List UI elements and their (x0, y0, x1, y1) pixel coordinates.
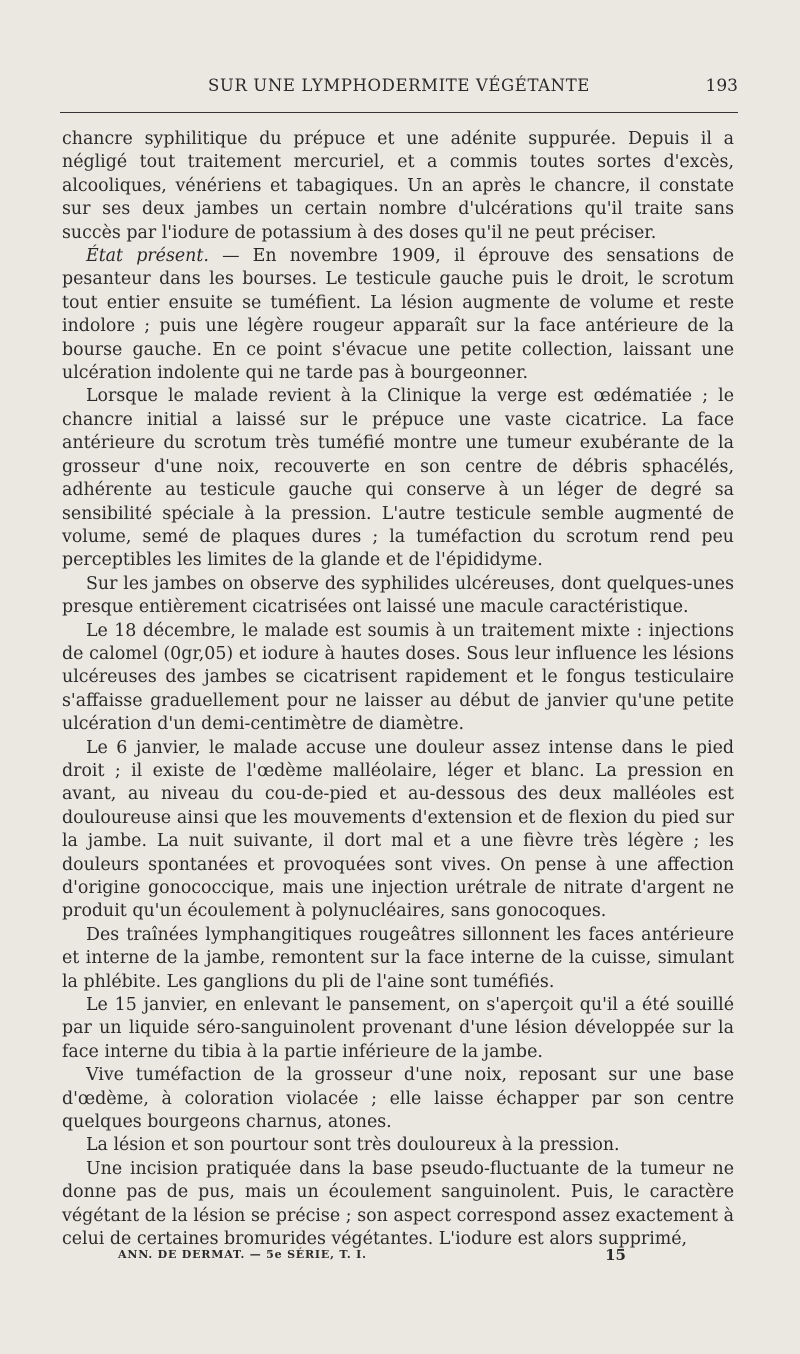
page-number: 193 (705, 76, 738, 96)
paragraph-text: Le 15 janvier, en enlevant le pansement, on s'aperçoit qu'il a été souillé par un liquide séro-sanguinolent provenant d'une lésion développée sur la face interne du tibia à la partie inférieure de la jambe. (62, 995, 734, 1062)
page-footer (118, 1246, 626, 1268)
paragraph (62, 1134, 734, 1157)
paragraph-text: Une incision pratiquée dans la base pseudo-fluctuante de la tumeur ne donne pas de pus, mais un écoulement sanguinolent. Puis, le caractère végétant de la lésion se précise ; son aspect correspond assez exactement à celui de certaines bromurides végétantes. L'iodure est alors supprimé, (62, 1158, 734, 1250)
section-lead: État présent. (86, 246, 209, 267)
paragraph (62, 128, 734, 245)
paragraph (62, 1158, 734, 1252)
running-title: SUR UNE LYMPHODERMITE VÉGÉTANTE (208, 76, 590, 95)
paragraph (62, 245, 734, 385)
paragraph-text: — En novembre 1909, il éprouve des sensations de pesanteur dans les bourses. Le testicule gauche puis le droit, le scrotum tout entier ensuite se tuméfient. La lésion augmente de volume et reste indolore ; puis une légère rougeur apparaît sur la face antérieure de la bourse gauche. En ce point s'évacue une petite collection, laissant une ulcération indolente qui ne tarde pas à bourgeonner. (62, 246, 734, 384)
paragraph-text: Vive tuméfaction de la grosseur d'une noix, reposant sur une base d'œdème, à coloration violacée ; elle laisse échapper par son centre quelques bourgeons charnus, atones. (62, 1065, 734, 1133)
body-text (62, 128, 734, 1252)
paragraph-text: Lorsque le malade revient à la Clinique la verge est œdématiée ; le chancre initial a laissé sur le prépuce une vaste cicatrice. La face antérieure du scrotum très tuméfié montre une tumeur exubérante de la grosseur d'une noix, recouverte en son centre de débris sphacélés, adhérente au testicule gauche qui conserve à un léger de degré sa sensibilité spéciale à la pression. L'autre testicule semble augmenté de volume, semé de plaques dures ; la tuméfaction du scrotum rend peu perceptibles les limites de la glande et de l'épididyme. (62, 386, 734, 571)
header-rule (60, 112, 738, 113)
paragraph-text: Le 6 janvier, le malade accuse une douleur assez intense dans le pied droit ; il existe de l'œdème malléolaire, léger et blanc. La pression en avant, au niveau du cou-de-pied et au-dessous des deux malléoles est douloureuse ainsi que les mouvements d'extension et de flexion du pied sur la jambe. La nuit suivante, il dort mal et a une fièvre très légère ; les douleurs spontanées et provoquées sont vives. On pense à une affection d'origine gonococcique, mais une injection urétrale de nitrate d'argent ne produit qu'un écoulement à polynucléaires, sans gonocoques. (62, 737, 734, 922)
journal-reference: ANN. DE DERMAT. — 5e SÉRIE, T. I. (118, 1248, 367, 1261)
paragraph (62, 620, 734, 737)
signature-mark: 15 (605, 1246, 626, 1264)
paragraph (62, 737, 734, 924)
paragraph-text: Le 18 décembre, le malade est soumis à un traitement mixte : injections de calomel (0gr,05) et iodure à hautes doses. Sous leur influence les lésions ulcéreuses des jambes se cicatrisent rapidement et le fongus testiculaire s'affaisse graduellement pour ne laisser au début de janvier qu'une petite ulcération d'un demi-centimètre de diamètre. (62, 620, 734, 735)
paragraph (62, 994, 734, 1064)
paragraph-text: Sur les jambes on observe des syphilides ulcéreuses, dont quelques-unes presque entièrement cicatrisées ont laissé une macule caractéristique. (62, 573, 734, 618)
paragraph (62, 924, 734, 994)
paragraph (62, 385, 734, 572)
paragraph (62, 573, 734, 620)
paragraph-text: La lésion et son pourtour sont très douloureux à la pression. (86, 1135, 620, 1156)
paragraph-text: chancre syphilitique du prépuce et une adénite suppurée. Depuis il a négligé tout traitement mercuriel, et a commis toutes sortes d'excès, alcooliques, vénériens et tabagiques. Un an après le chancre, il constate sur ses deux jambes un certain nombre d'ulcérations qu'il traite sans succès par l'iodure de potassium à des doses qu'il ne peut préciser. (62, 129, 734, 243)
page-header (60, 76, 738, 104)
paragraph-text: Des traînées lymphangitiques rougeâtres sillonnent les faces antérieure et interne de la jambe, remontent sur la face interne de la cuisse, simulant la phlébite. Les ganglions du pli de l'aine sont tuméfiés. (62, 924, 734, 992)
paragraph (62, 1064, 734, 1134)
